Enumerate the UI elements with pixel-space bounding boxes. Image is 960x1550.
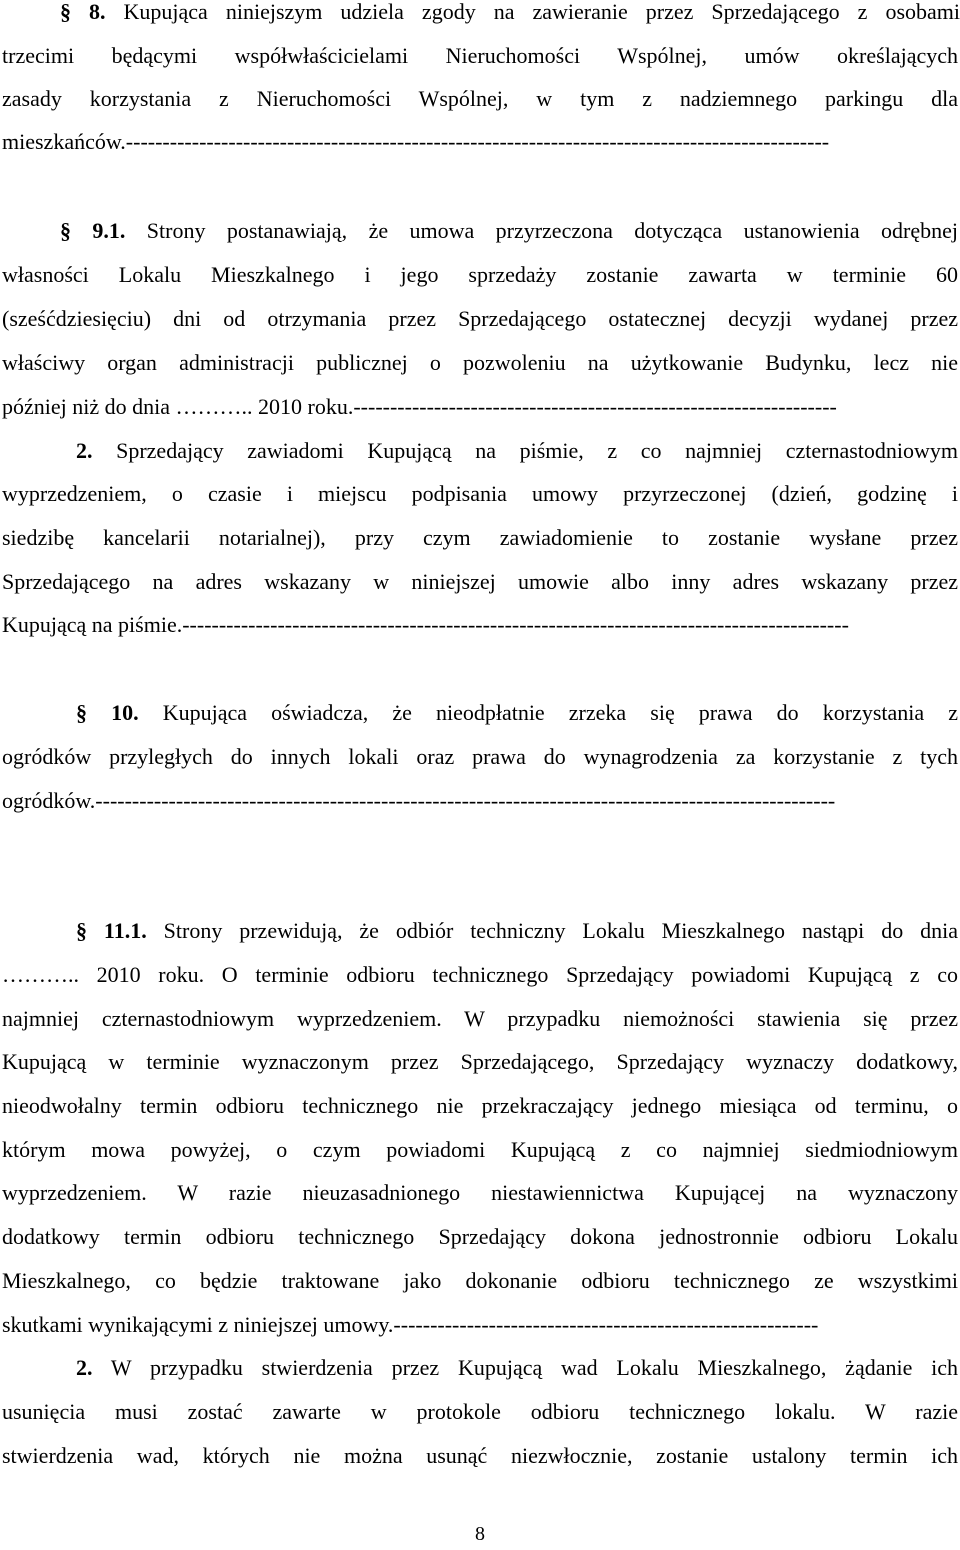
paragraph-9-2-line-1 [2, 429, 958, 473]
paragraph-11-2-line-3: stwierdzenia wad, których nie można usunąć niezwłocznie, zostanie ustalony termin ich [2, 1443, 958, 1468]
paragraph-9-2-line-2: wyprzedzeniem, o czasie i miejscu podpisania umowy przyrzeczonej (dzień, godzinę i [2, 481, 958, 506]
paragraph-8-line-2: trzecimi będącymi współwłaścicielami Nieruchomości Wspólnej, umów określających [2, 43, 958, 68]
section-sign: § [60, 218, 71, 243]
paragraph-11-1-line-1 [2, 909, 958, 953]
paragraph-11-1-line-5: nieodwołalny termin odbioru technicznego nie przekraczający jednego miesiąca od terminu, o [2, 1093, 958, 1118]
paragraph-number: 2. [76, 438, 93, 463]
paragraph-9-1-line-4: właściwy organ administracji publicznej o pozwoleniu na użytkowanie Budynku, lecz nie [2, 350, 958, 375]
paragraph-11-1-line-10: skutkami wynikającymi z niniejszej umowy.---------------------------------------------------------- [2, 1312, 819, 1337]
paragraph-9-2-line-3: siedzibę kancelarii notarialnej), przy czym zawiadomienie to zostanie wysłane przez [2, 525, 958, 550]
paragraph-number: 11.1. [103, 918, 147, 943]
paragraph-number: 2. [76, 1355, 93, 1380]
paragraph-10-line-3: ogródków.----------------------------------------------------------------------------------------------------- [2, 788, 836, 813]
paragraph-11-1-line-7: wyprzedzeniem. W razie nieuzasadnionego niestawiennictwa Kupującej na wyznaczony [2, 1180, 958, 1205]
paragraph-9-1-line-2: własności Lokalu Mieszkalnego i jego sprzedaży zostanie zawarta w terminie 60 [2, 262, 958, 287]
paragraph-9-1-line-5: później niż do dnia ……….. 2010 roku.------------------------------------------------------------------ [2, 394, 837, 419]
paragraph-11-1-line-8: dodatkowy termin odbioru technicznego Sprzedający dokona jednostronnie odbioru Lokalu [2, 1224, 958, 1249]
paragraph-11-1-line-9: Mieszkalnego, co będzie traktowane jako dokonanie odbioru technicznego ze wszystkimi [2, 1268, 958, 1293]
paragraph-11-2-line-2: usunięcia musi zostać zawarte w protokole odbioru technicznego lokalu. W razie [2, 1399, 958, 1424]
section-sign: § [76, 918, 87, 943]
paragraph-text: Kupująca oświadcza, że nieodpłatnie zrzeka się prawa do korzystania z [162, 700, 958, 725]
paragraph-text: Strony przewidują, że odbiór techniczny Lokalu Mieszkalnego nastąpi do dnia [163, 918, 958, 943]
paragraph-9-1-line-1 [2, 209, 958, 253]
paragraph-number: 8. [89, 0, 106, 24]
paragraph-11-1-line-4: Kupującą w terminie wyznaczonym przez Sprzedającego, Sprzedający wyznaczy dodatkowy, [2, 1049, 958, 1074]
section-sign: § [76, 700, 87, 725]
paragraph-11-2-line-1 [2, 1346, 958, 1390]
paragraph-text: Kupująca niniejszym udziela zgody na zawieranie przez Sprzedającego z osobami [123, 0, 960, 24]
paragraph-11-1-line-2: ……….. 2010 roku. O terminie odbioru technicznego Sprzedający powiadomi Kupującą z co [2, 962, 958, 987]
paragraph-10-line-2: ogródków przyległych do innych lokali oraz prawa do wynagrodzenia za korzystanie z tych [2, 744, 958, 769]
paragraph-number: 9.1. [92, 218, 126, 243]
paragraph-9-2-line-5: Kupującą na piśmie.------------------------------------------------------------------------------------------- [2, 612, 849, 637]
paragraph-number: 10. [111, 700, 139, 725]
paragraph-11-1-line-3: najmniej czternastodniowym wyprzedzeniem. W przypadku niemożności stawienia się przez [2, 1006, 958, 1031]
paragraph-11-1-line-6: którym mowa powyżej, o czym powiadomi Kupującą z co najmniej siedmiodniowym [2, 1137, 958, 1162]
paragraph-text: Sprzedający zawiadomi Kupującą na piśmie, z co najmniej czternastodniowym [116, 438, 958, 463]
section-sign: § [60, 0, 71, 24]
paragraph-9-2-line-4: Sprzedającego na adres wskazany w niniejszej umowie albo inny adres wskazany przez [2, 569, 958, 594]
paragraph-text: Strony postanawiają, że umowa przyrzeczona dotycząca ustanowienia odrębnej [146, 218, 958, 243]
paragraph-text: W przypadku stwierdzenia przez Kupującą wad Lokalu Mieszkalnego, żądanie ich [110, 1355, 958, 1380]
paragraph-9-1-line-3: (sześćdziesięciu) dni od otrzymania przez Sprzedającego ostatecznej decyzji wydanej przez [2, 306, 958, 331]
paragraph-8-line-1 [2, 0, 960, 34]
paragraph-10-line-1 [2, 691, 958, 735]
paragraph-8-line-4: mieszkańców.------------------------------------------------------------------------------------------------ [2, 129, 830, 154]
paragraph-8-line-3: zasady korzystania z Nieruchomości Wspólnej, w tym z nadziemnego parkingu dla [2, 86, 958, 111]
page-number: 8 [475, 1523, 485, 1545]
